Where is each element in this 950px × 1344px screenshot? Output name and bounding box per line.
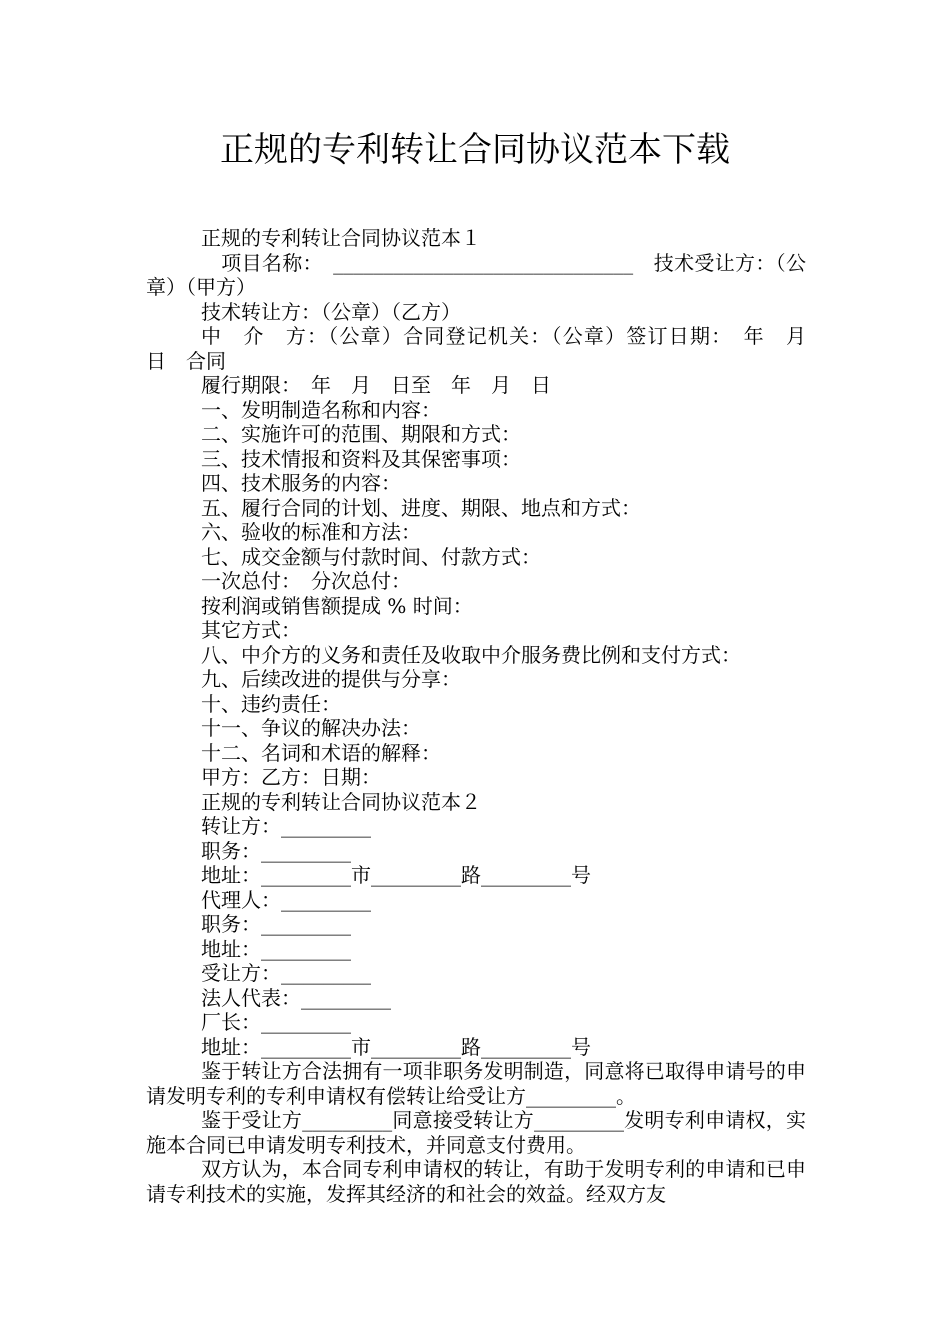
document-line: 正规的专利转让合同协议范本１ bbox=[201, 226, 481, 250]
document-line: 厂长：_________ bbox=[201, 1010, 351, 1034]
document-line: 四、技术服务的内容： bbox=[201, 471, 401, 495]
document-line: 转让方：_________ bbox=[201, 814, 371, 838]
document-line: 十、违约责任： bbox=[201, 691, 341, 716]
document-line: 地址：_________ bbox=[201, 936, 351, 961]
document-title: 正规的专利转让合同协议范本下载 bbox=[220, 130, 730, 170]
document-line: 三、技术情报和资料及其保密事项： bbox=[201, 446, 521, 471]
document-line: 技术转让方：（公章）（乙方） bbox=[201, 299, 461, 324]
document-line: 八、中介方的义务和责任及收取中介服务费比例和支付方式： bbox=[201, 642, 741, 667]
document-line: 鉴于转让方合法拥有一项非职务发明制造，同意将已取得申请号的申请发明专利的专利申请权有偿转让给受让方_________。 bbox=[146, 1059, 806, 1108]
document-body bbox=[146, 226, 826, 1206]
document-line: 职务：_________ bbox=[201, 838, 351, 863]
document-line: 项目名称： ______________________________ 技术受让方：（公章）（甲方） bbox=[146, 250, 806, 299]
document-line: 其它方式： bbox=[201, 618, 301, 642]
document-line: 双方认为，本合同专利申请权的转让，有助于发明专利的申请和已申请专利技术的实施，发挥其经济的和社会的效益。经双方友 bbox=[146, 1157, 806, 1206]
document-line: 七、成交金额与付款时间、付款方式： bbox=[201, 544, 541, 569]
document-line: 九、后续改进的提供与分享： bbox=[201, 667, 461, 691]
document-line: 职务：_________ bbox=[201, 912, 351, 936]
document-line: 履行期限： 年 月 日至 年 月 日 bbox=[201, 373, 551, 397]
document-line: 法人代表：_________ bbox=[201, 985, 391, 1010]
document-line: 按利润或销售额提成 % 时间： bbox=[201, 593, 473, 618]
document-line: 一次总付： 分次总付： bbox=[201, 569, 411, 593]
document-line: 一、发明制造名称和内容： bbox=[201, 397, 441, 422]
document-line: 鉴于受让方_________同意接受转让方_________发明专利申请权，实施本合同已申请发明专利技术，并同意支付费用。 bbox=[146, 1108, 806, 1157]
document-line: 五、履行合同的计划、进度、期限、地点和方式： bbox=[201, 495, 641, 520]
document-line: 六、验收的标准和方法： bbox=[201, 520, 421, 544]
document-line: 十一、争议的解决办法： bbox=[201, 716, 421, 740]
document-line: 甲方：乙方：日期： bbox=[201, 765, 381, 789]
document-line: 中 介 方：（公章）合同登记机关：（公章）签订日期： 年 月 日 合同 bbox=[146, 324, 826, 373]
document-line: 十二、名词和术语的解释： bbox=[201, 740, 441, 765]
document-line: 地址：_________市_________路_________号 bbox=[201, 863, 591, 887]
document-line: 二、实施许可的范围、期限和方式： bbox=[201, 422, 521, 446]
document-line: 受让方：_________ bbox=[201, 961, 371, 985]
document-line: 代理人：_________ bbox=[201, 887, 371, 912]
document-line: 地址：_________市_________路_________号 bbox=[201, 1034, 591, 1059]
document-line: 正规的专利转让合同协议范本２ bbox=[201, 789, 481, 814]
